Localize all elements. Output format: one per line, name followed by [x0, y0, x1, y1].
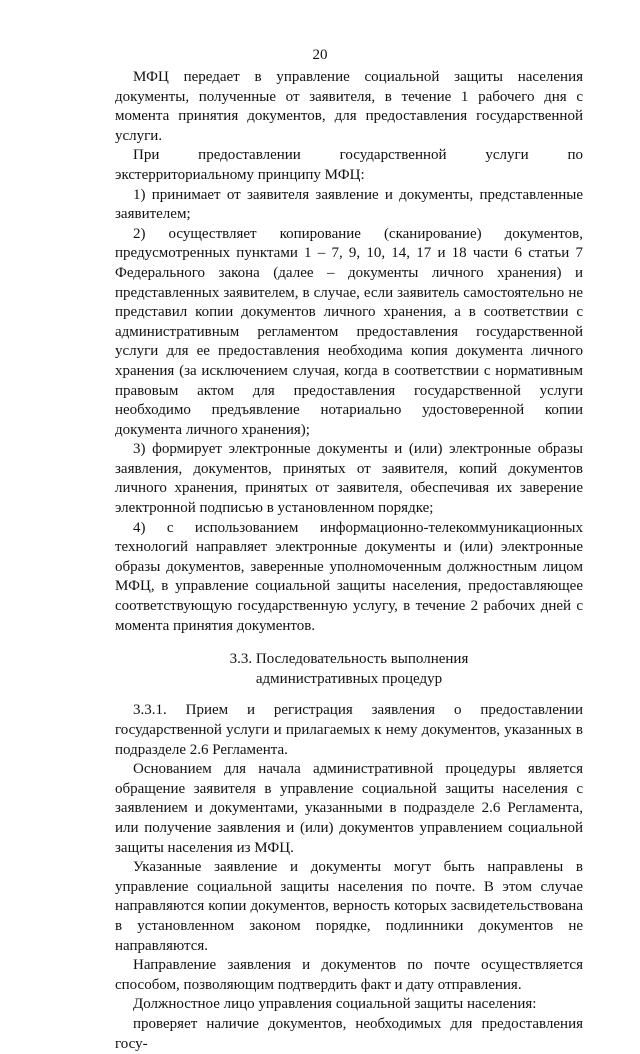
list-item-1: 1) принимает от заявителя заявление и документы, представленные заявителем;: [115, 186, 583, 223]
paragraph-extraterritorial-intro: При предоставлении государственной услуги по экстерриториальному принципу МФЦ:: [115, 147, 583, 183]
paragraph-official: Должностное лицо управления социальной защиты населения:: [133, 996, 537, 1013]
list-item-3: 3) формирует электронные документы и (или) электронные образы заявления, документов, принятых от заявителя, копий документов личного хранения, принятых от заявителя, обеспечивая их заверение электронной подписью в установленном порядке;: [115, 441, 583, 517]
paragraph-by-mail: Указанные заявление и документы могут быть направлены в управление социальной защиты населения по почте. В этом случае направляются копии документов, верность которых засвидетельствована в установленном законом порядке, подлинники документов не направляются.: [115, 859, 583, 954]
section-heading: [115, 650, 583, 689]
paragraph-mfc-transfer: МФЦ передает в управление социальной защиты населения документы, полученные от заявителя, в течение 1 рабочего дня с момента принятия документов, для предоставления государственной услуги.: [115, 69, 583, 144]
list-item-4: 4) с использованием информационно-телекоммуникационных технологий направляет электронные документы и (или) электронные образы документов, заверенные уполномоченным должностным лицом МФЦ, в управление социальной защиты населения, предоставляющее соответствующую государственную услугу, в течение 2 рабочих дней с момента принятия документов.: [115, 519, 583, 634]
section-heading-line-1: 3.3. Последовательность выполнения: [229, 651, 469, 668]
list-item-2: 2) осуществляет копирование (сканирование) документов, предусмотренных пунктами 1 – 7, 9, 10, 14, 17 и 18 части 6 статьи 7 Федерального закона (далее – документы личного хранения) и представленных заявителем, в случае, если заявитель самостоятельно не представил копии документов личного хранения, а в соответствии с административным регламентом предоставления государственной услуги для ее предоставления необходима копия документа личного хранения (за исключением случая, когда в соответствии с нормативным правовым актом для предоставления государственной услуги необходимо предъявление нотариально удостоверенной копии документа личного хранения);: [115, 225, 583, 438]
paragraph-3-3-1: 3.3.1. Прием и регистрация заявления о предоставлении государственной услуги и прилагаемых к нему документов, указанных в подразделе 2.6 Регламента.: [115, 702, 583, 758]
paragraph-checks: проверяет наличие документов, необходимых для предоставления госу-: [115, 1015, 583, 1052]
document-body: [115, 68, 583, 1054]
paragraph-mail-method: Направление заявления и документов по почте осуществляется способом, позволяющим подтвердить факт и дату отправления.: [115, 957, 583, 993]
section-heading-line-2: административных процедур: [255, 670, 443, 687]
page-number: 20: [312, 47, 328, 63]
paragraph-basis: Основанием для начала административной процедуры является обращение заявителя в управление социальной защиты населения с заявлением и документами, указанными в подразделе 2.6 Регламента, или получение заявления и (или) документов управлением социальной защиты населения из МФЦ.: [115, 761, 583, 856]
